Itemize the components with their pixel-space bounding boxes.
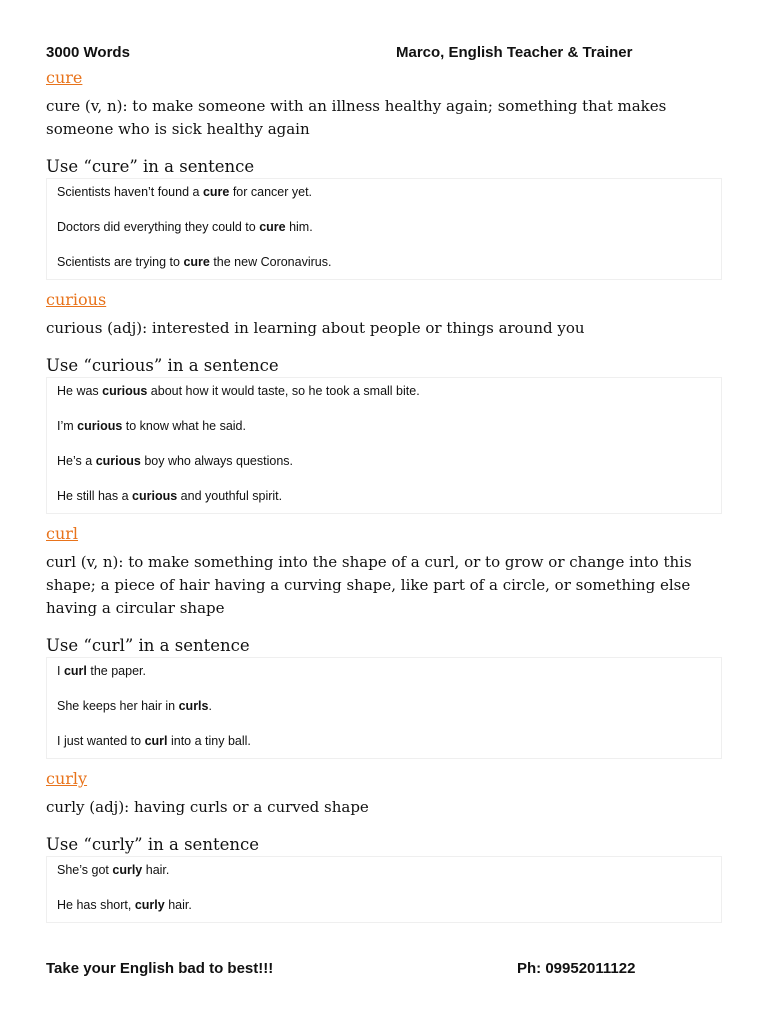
word-list <box>46 68 722 933</box>
example-sentence: He has short, curly hair. <box>57 898 192 912</box>
example-sentence: He was curious about how it would taste, so he took a small bite. <box>57 384 420 398</box>
definition: curly (adj): having curls or a curved shape <box>46 798 369 816</box>
example-box <box>46 377 722 514</box>
footer-phone: Ph: 09952011122 <box>517 960 636 977</box>
word-link-curious[interactable]: curious <box>46 290 107 309</box>
use-in-sentence-heading: Use “curious” in a sentence <box>46 356 279 375</box>
example-sentence: I’m curious to know what he said. <box>57 419 246 433</box>
example-box <box>46 178 722 280</box>
word-link-curl[interactable]: curl <box>46 524 79 543</box>
definition: cure (v, n): to make someone with an illness healthy again; something that makes someone who is sick healthy again <box>46 97 667 138</box>
example-sentence: She keeps her hair in curls. <box>57 699 212 713</box>
word-entry <box>46 290 722 514</box>
word-entry <box>46 524 722 759</box>
page-footer <box>46 960 722 982</box>
example-sentence: I just wanted to curl into a tiny ball. <box>57 734 251 748</box>
page-header <box>46 44 722 66</box>
footer-slogan: Take your English bad to best!!! <box>46 960 274 977</box>
use-in-sentence-heading: Use “curl” in a sentence <box>46 636 250 655</box>
definition: curious (adj): interested in learning about people or things around you <box>46 319 585 337</box>
example-sentence: Scientists haven’t found a cure for cancer yet. <box>57 185 313 199</box>
example-sentence: He still has a curious and youthful spirit. <box>57 489 283 503</box>
word-entry <box>46 769 722 923</box>
header-author: Marco, English Teacher & Trainer <box>396 44 633 61</box>
example-sentence: Scientists are trying to cure the new Coronavirus. <box>57 255 332 269</box>
definition: curl (v, n): to make something into the shape of a curl, or to grow or change into this shape; a piece of hair having a curving shape, like part of a circle, or something else having a circular shape <box>46 553 692 617</box>
example-sentence: He’s a curious boy who always questions. <box>57 454 294 468</box>
word-entry <box>46 68 722 280</box>
word-link-curly[interactable]: curly <box>46 769 88 788</box>
example-box <box>46 657 722 759</box>
word-link-cure[interactable]: cure <box>46 68 83 87</box>
example-sentence: She’s got curly hair. <box>57 863 170 877</box>
example-sentence: I curl the paper. <box>57 664 146 678</box>
use-in-sentence-heading: Use “curly” in a sentence <box>46 835 259 854</box>
example-sentence: Doctors did everything they could to cure him. <box>57 220 313 234</box>
header-title: 3000 Words <box>46 44 130 61</box>
use-in-sentence-heading: Use “cure” in a sentence <box>46 157 255 176</box>
example-box <box>46 856 722 923</box>
